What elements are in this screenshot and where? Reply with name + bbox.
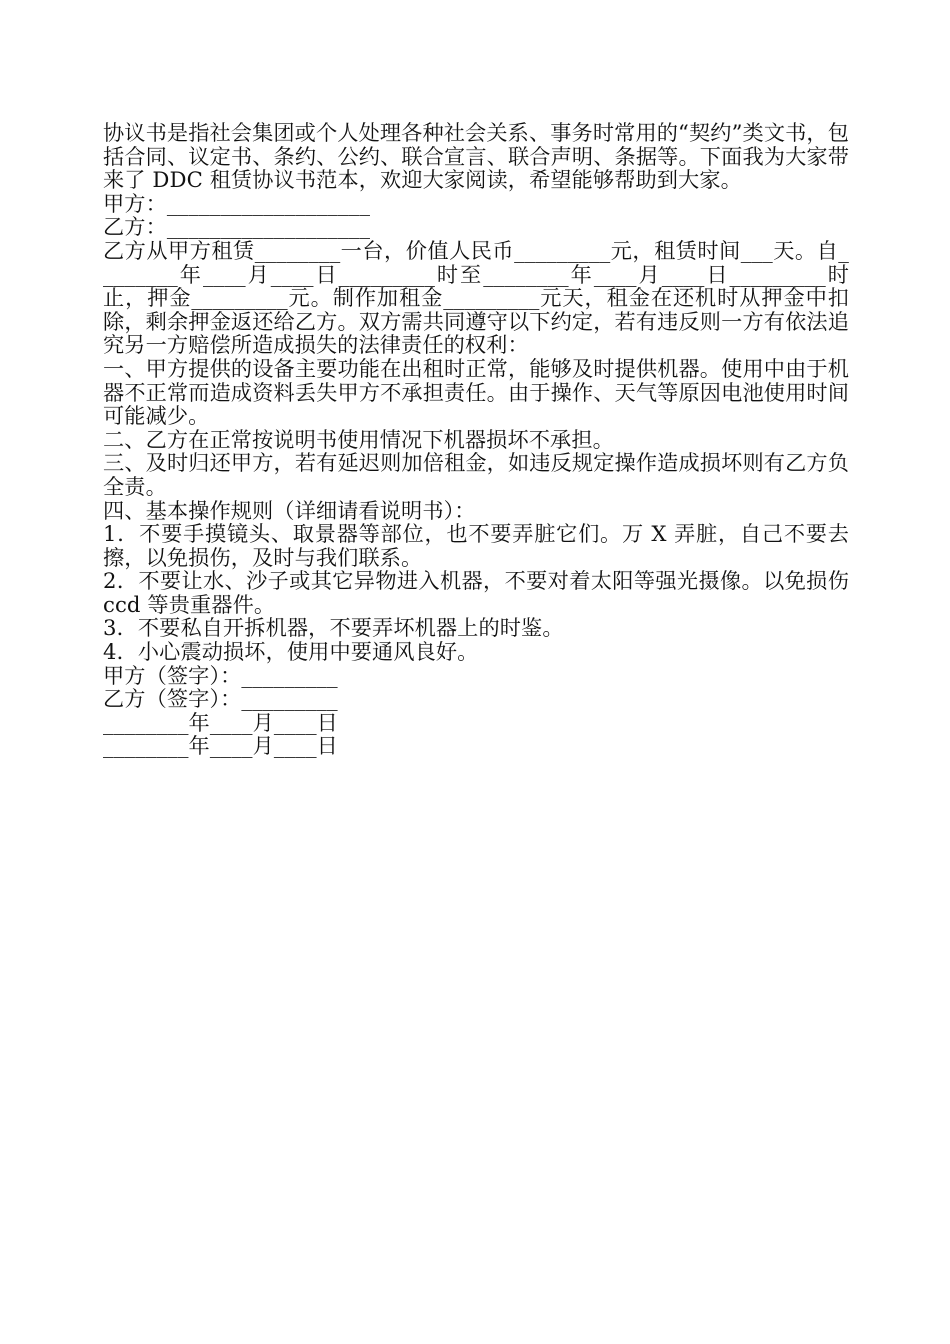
rule-2: 2．不要让水、沙子或其它异物进入机器，不要对着太阳等强光摄像。以免损伤 ccd 等贵重器件。 (103, 568, 856, 617)
rule-3: 3．不要私自开拆机器，不要弄坏机器上的时鉴。 (103, 615, 564, 641)
intro-paragraph: 协议书是指社会集团或个人处理各种社会关系、事务时常用的“契约”类文书，包括合同、议定书、条约、公约、联合宣言、联合声明、条据等。下面我为大家带来了 DDC 租赁协议书范本，欢迎大家阅读，希望能够帮助到大家。 (103, 120, 849, 193)
date-party-b: ________年____月____日 (103, 733, 338, 759)
clause-4: 四、基本操作规则（详细请看说明书）： (103, 497, 476, 523)
clause-1: 一、甲方提供的设备主要功能在出租时正常，能够及时提供机器。使用中由于机器不正常而造成资料丢失甲方不承担责任。由于操作、天气等原因电池使用时间可能减少。 (103, 355, 849, 429)
clause-2: 二、乙方在正常按说明书使用情况下机器损坏不承担。 (103, 426, 614, 452)
signature-party-b: 乙方（签字）：_________ (103, 686, 338, 712)
rule-1: 1．不要手摸镜头、取景器等部位，也不要弄脏它们。万 X 弄脏，自己不要去擦，以免损伤，及时与我们联系。 (103, 521, 849, 570)
clause-3: 三、及时归还甲方，若有延迟则加倍租金，如违反规定操作造成损坏则有乙方负全责。 (103, 450, 849, 499)
date-party-a: ________年____月____日 (103, 709, 338, 735)
document-body (103, 120, 856, 759)
party-a-line: 甲方：___________________ (103, 190, 371, 216)
signature-party-a: 甲方（签字）：_________ (103, 662, 338, 688)
rental-terms-paragraph: 乙方从甲方租赁________一台，价值人民币_________元，租赁时间___天。自________年____月____日_________时至________年____月____日_________时止，押金_________元。制作加租金_________元天，租金在还机时从押金中扣除，剩余押金返还给乙方。双方需共同遵守以下约定，若有违反则一方有依法追究另一方赔偿所造成损失的法律责任的权利： (103, 237, 849, 358)
party-b-line: 乙方：___________________ (103, 214, 371, 240)
rule-4: 4．小心震动损坏，使用中要通风良好。 (103, 639, 479, 665)
